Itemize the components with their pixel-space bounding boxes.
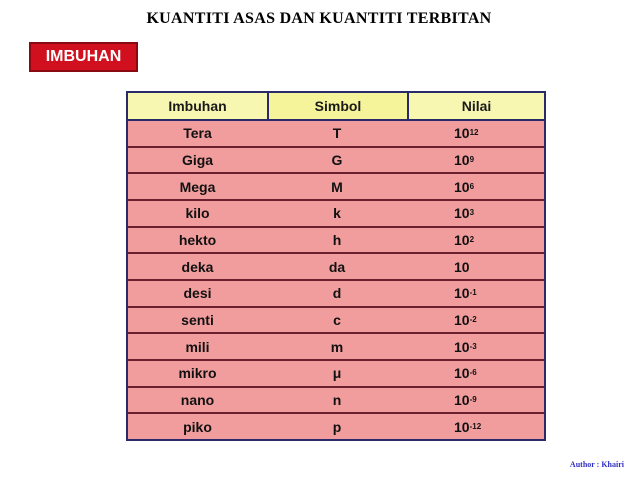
nilai-base: 10	[454, 232, 470, 249]
cell-nilai: 10 12	[454, 125, 479, 142]
section-badge: IMBUHAN	[29, 42, 138, 72]
cell-simbol: d	[332, 285, 342, 302]
prefix-table	[126, 91, 546, 441]
nilai-base: 10	[454, 205, 470, 222]
cell-imbuhan: mikro	[178, 365, 217, 382]
cell-imbuhan: mili	[185, 338, 210, 355]
table-row	[128, 148, 544, 175]
cell-simbol: p	[332, 418, 342, 435]
author-credit: Author : Khairi	[569, 460, 624, 469]
cell-nilai	[407, 254, 544, 279]
cell-simbol: G	[331, 152, 343, 168]
table-row	[128, 361, 544, 388]
table-row	[128, 281, 544, 308]
header-imbuhan: Imbuhan	[128, 93, 267, 119]
cell-imbuhan: deka	[181, 258, 214, 275]
cell-imbuhan: Giga	[181, 152, 214, 168]
nilai-base: 10	[454, 392, 470, 409]
cell-simbol: da	[328, 258, 346, 275]
table-header	[128, 93, 544, 121]
cell-imbuhan: hekto	[178, 232, 217, 249]
nilai-base: 10	[454, 285, 470, 302]
cell-imbuhan: kilo	[185, 205, 210, 222]
cell-imbuhan: nano	[180, 392, 215, 409]
slide-title: KUANTITI ASAS DAN KUANTITI TERBITAN	[146, 10, 492, 27]
cell-imbuhan: piko	[183, 418, 212, 435]
table-body	[128, 121, 544, 439]
table-row	[128, 228, 544, 255]
cell-simbol: T	[332, 125, 342, 142]
nilai-base: 10	[454, 365, 470, 382]
table-row	[128, 334, 544, 361]
nilai-base: 10	[454, 312, 470, 329]
cell-imbuhan: senti	[181, 312, 214, 329]
nilai-base: 10	[454, 152, 470, 168]
cell-simbol: m	[330, 338, 344, 355]
table-row	[128, 414, 544, 439]
header-simbol: Simbol	[267, 93, 407, 119]
nilai-base: 10	[454, 178, 470, 195]
table-row	[128, 388, 544, 415]
nilai-base: 10	[454, 258, 470, 275]
cell-nilai: 10 2	[454, 232, 475, 249]
cell-nilai: 10 -12	[454, 418, 482, 435]
table-row	[128, 201, 544, 228]
cell-nilai: 10 -9	[454, 392, 477, 409]
cell-simbol: k	[333, 205, 341, 222]
cell-simbol: n	[332, 392, 342, 409]
cell-nilai: 10 -6	[454, 365, 477, 382]
nilai-base: 10	[454, 338, 470, 355]
cell-simbol: c	[333, 312, 341, 329]
cell-nilai: 10 -1	[454, 285, 477, 302]
cell-imbuhan: Mega	[179, 178, 216, 195]
cell-imbuhan: desi	[183, 285, 212, 302]
cell-nilai: 10 6	[454, 178, 475, 195]
cell-simbol: μ	[332, 365, 342, 382]
cell-nilai: 10 9	[454, 152, 475, 168]
table-row	[128, 174, 544, 201]
nilai-base: 10	[454, 418, 470, 435]
cell-nilai: 10 -3	[454, 338, 477, 355]
header-nilai: Nilai	[407, 93, 544, 119]
table-row	[128, 254, 544, 281]
table-row	[128, 121, 544, 148]
nilai-base: 10	[454, 125, 470, 142]
cell-simbol: M	[331, 178, 343, 195]
cell-simbol: h	[332, 232, 342, 249]
cell-imbuhan: Tera	[183, 125, 212, 142]
table-row	[128, 308, 544, 335]
cell-nilai: 10 3	[454, 205, 475, 222]
cell-nilai: 10 -2	[454, 312, 477, 329]
